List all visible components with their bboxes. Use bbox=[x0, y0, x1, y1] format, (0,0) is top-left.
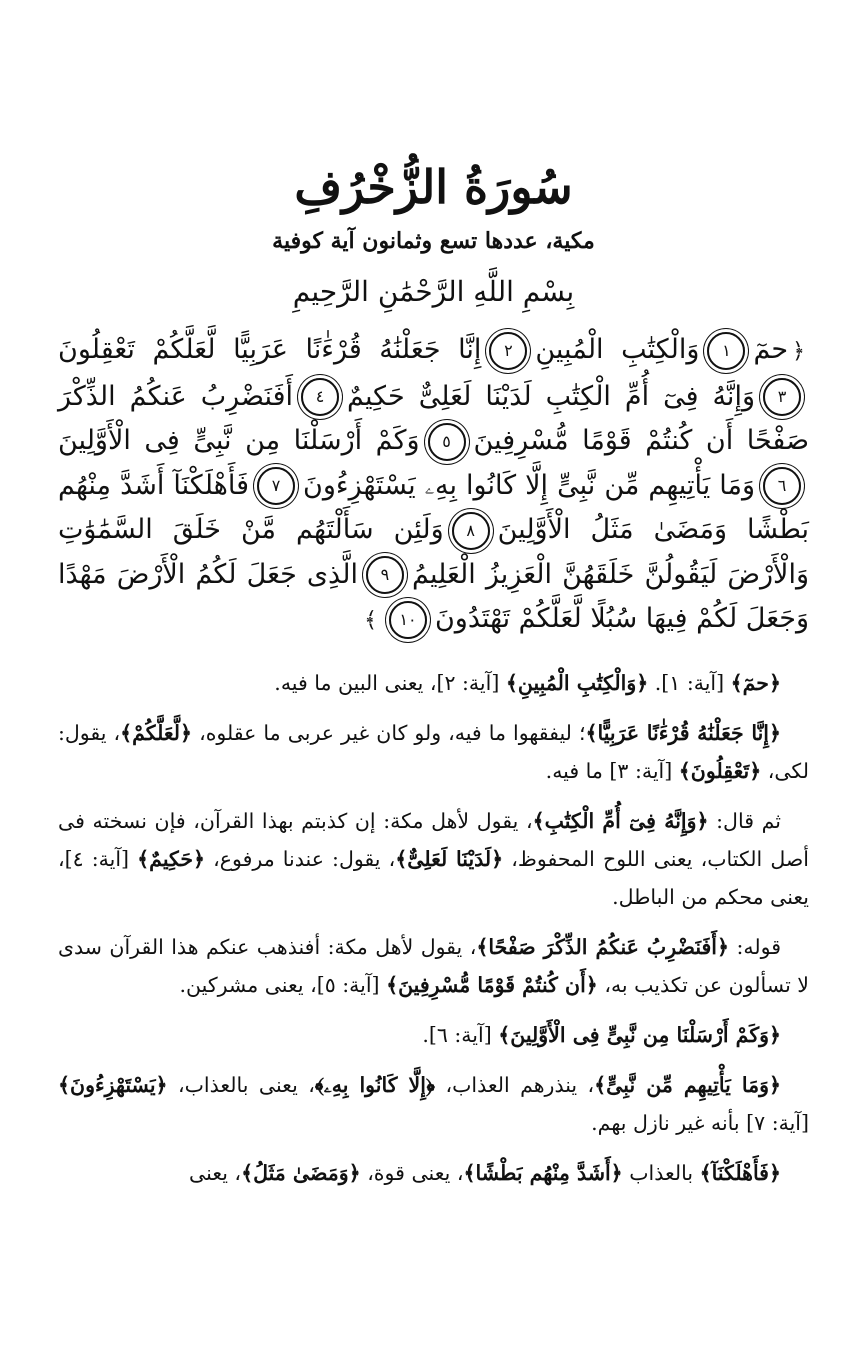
commentary-text: ثم قال: bbox=[708, 809, 781, 833]
commentary-paragraph bbox=[58, 1154, 809, 1192]
verse-number-marker: ٢ bbox=[489, 332, 527, 370]
verse-text: وَإِنَّهُ فِىٓ أُمِّ الْكِتَٰبِ لَدَيْنَا لَعَلِىٌّ حَكِيمٌ bbox=[347, 380, 755, 412]
commentary-text: ، يقول لأهل مكة: إن كذبتم بهذا القرآن، فإن نسخته فى أصل الكتاب، يعنى اللوح المحفوظ، bbox=[58, 809, 809, 871]
quran-quote: ﴿حَكِيمٌ﴾ bbox=[137, 847, 206, 871]
commentary-text: [آية: ٧] بأنه غير نازل بهم. bbox=[591, 1111, 809, 1135]
quran-quote: ﴿لَّعَلَّكُمْ﴾ bbox=[120, 721, 193, 745]
verse-text: حمٓ bbox=[753, 334, 789, 365]
quran-quote: ﴿أَفَنَضْرِبُ عَنكُمُ الذِّكْرَ صَفْحًا﴾ bbox=[476, 935, 730, 959]
commentary-paragraph bbox=[58, 802, 809, 916]
commentary-text: [آية: ٥]، يعنى مشركين. bbox=[179, 973, 387, 997]
commentary-text: [آية: ٣] ما فيه. bbox=[545, 759, 679, 783]
commentary-paragraph bbox=[58, 664, 809, 702]
quran-quote: ﴿أَن كُنتُمْ قَوْمًا مُّسْرِفِينَ﴾ bbox=[386, 973, 598, 997]
verse-text: وَكَمْ أَرْسَلْنَا مِن نَّبِىٍّ فِى الْأَوَّلِينَ bbox=[58, 425, 420, 456]
verse-text: أَفَنَضْرِبُ عَنكُمُ الذِّكْرَ صَفْحًا أَن كُنتُمْ قَوْمًا مُّسْرِفِينَ bbox=[58, 380, 809, 456]
verse-close-ornament: ﴾ bbox=[364, 608, 377, 633]
commentary-text: ، يعنى قوة، bbox=[360, 1161, 464, 1185]
quran-quote: ﴿لَدَيْنَا لَعَلِىٌّ﴾ bbox=[395, 847, 504, 871]
commentary-text: ، يعنى بالعذاب، bbox=[167, 1073, 315, 1097]
quran-quote: ﴿يَسْتَهْزِءُونَ﴾ bbox=[58, 1073, 168, 1097]
verse-number-marker: ٥ bbox=[428, 423, 466, 461]
verse-open-ornament: ﴿ bbox=[792, 339, 805, 364]
basmala: بِسْمِ اللَّهِ الرَّحْمَٰنِ الرَّحِيمِ bbox=[292, 275, 575, 308]
quran-quote: ﴿وَمَضَىٰ مَثَلُ﴾ bbox=[241, 1161, 361, 1185]
commentary-text: قوله: bbox=[729, 935, 781, 959]
commentary-paragraph bbox=[58, 928, 809, 1004]
commentary-text: ، يقول لأهل مكة: أفنذهب عنكم هذا القرآن سدى لا تسألون عن تكذيب به، bbox=[58, 935, 809, 997]
commentary-text: ؛ ليفقهوا ما فيه، ولو كان غير عربى ما عقلوه، bbox=[192, 721, 586, 745]
commentary-text: بالعذاب bbox=[622, 1161, 700, 1185]
commentary-block bbox=[58, 664, 809, 1204]
quran-quote: ﴿إِنَّا جَعَلْنَٰهُ قُرْءَٰنًا عَرَبِيًّا﴾ bbox=[585, 721, 781, 745]
commentary-paragraph bbox=[58, 714, 809, 790]
verse-number-marker: ٦ bbox=[763, 467, 801, 505]
commentary-text: ، يعنى bbox=[189, 1161, 242, 1185]
document-page bbox=[58, 0, 809, 1371]
quran-quote: ﴿حمٓ﴾ bbox=[730, 671, 781, 695]
verse-number-marker: ٩ bbox=[366, 556, 404, 594]
commentary-text: ، ينذرهم العذاب، bbox=[435, 1073, 595, 1097]
verse-number-marker: ٤ bbox=[301, 378, 339, 416]
verse-number-marker: ١ bbox=[707, 332, 745, 370]
verse-number-marker: ٨ bbox=[452, 512, 490, 550]
verse-number-marker: ١٠ bbox=[389, 601, 427, 639]
verse-text: وَالْكِتَٰبِ الْمُبِينِ bbox=[535, 334, 700, 365]
commentary-text: [آية: ٦]. bbox=[422, 1023, 499, 1047]
verse-text: فَأَهْلَكْنَآ أَشَدَّ مِنْهُم بَطْشًا وَمَضَىٰ مَثَلُ الْأَوَّلِينَ bbox=[58, 469, 809, 545]
quran-quote: ﴿وَإِنَّهُ فِىٓ أُمِّ الْكِتَٰبِ﴾ bbox=[532, 809, 709, 833]
quran-quote: ﴿إِلَّا كَانُوا بِهِۦ﴾ bbox=[314, 1073, 436, 1097]
commentary-paragraph bbox=[58, 1016, 809, 1054]
verse-text: وَمَا يَأْتِيهِم مِّن نَّبِىٍّ إِلَّا كَانُوا بِهِۦ يَسْتَهْزِءُونَ bbox=[303, 469, 755, 501]
commentary-text: [آية: ٤]، يعنى محكم من الباطل. bbox=[58, 847, 809, 909]
commentary-text: [آية: ٢]، يعنى البين ما فيه. bbox=[274, 671, 506, 695]
verse-text: الَّذِى جَعَلَ لَكُمُ الْأَرْضَ مَهْدًا وَجَعَلَ لَكُمْ فِيهَا سُبُلًا لَّعَلَّكُمْ تَهْتَدُونَ bbox=[58, 558, 809, 634]
commentary-text: [آية: ١]. bbox=[648, 671, 731, 695]
verse-text: إِنَّا جَعَلْنَٰهُ قُرْءَٰنًا عَرَبِيًّا لَّعَلَّكُمْ تَعْقِلُونَ bbox=[58, 334, 482, 365]
quran-quote: ﴿وَالْكِتَٰبِ الْمُبِينِ﴾ bbox=[505, 671, 649, 695]
commentary-paragraph bbox=[58, 1066, 809, 1142]
quran-quote: ﴿وَكَمْ أَرْسَلْنَا مِن نَّبِىٍّ فِى الْأَوَّلِينَ﴾ bbox=[498, 1023, 781, 1047]
quran-quote: ﴿وَمَا يَأْتِيهِم مِّن نَّبِىٍّ﴾ bbox=[594, 1073, 782, 1097]
quran-quote: ﴿أَشَدَّ مِنْهُم بَطْشًا﴾ bbox=[463, 1161, 623, 1185]
verses-block bbox=[58, 328, 809, 644]
quran-quote: ﴿فَأَهْلَكْنَآ﴾ bbox=[699, 1161, 781, 1185]
quran-quote: ﴿تَعْقِلُونَ﴾ bbox=[678, 759, 762, 783]
verse-text: وَلَئِن سَأَلْتَهُم مَّنْ خَلَقَ السَّمَٰوَٰتِ وَالْأَرْضَ لَيَقُولُنَّ خَلَقَهُنَّ الْعَزِيزُ الْعَلِيمُ bbox=[58, 514, 809, 590]
commentary-text: ، يقول: لكى، bbox=[58, 721, 809, 783]
verse-number-marker: ٣ bbox=[763, 378, 801, 416]
surah-title: سُورَةُ الزُّخْرُفِ bbox=[294, 160, 573, 214]
commentary-text: ، يقول: عندنا مرفوع، bbox=[205, 847, 396, 871]
verse-number-marker: ٧ bbox=[257, 467, 295, 505]
surah-meta: مكية، عددها تسع وثمانون آية كوفية bbox=[272, 228, 595, 254]
